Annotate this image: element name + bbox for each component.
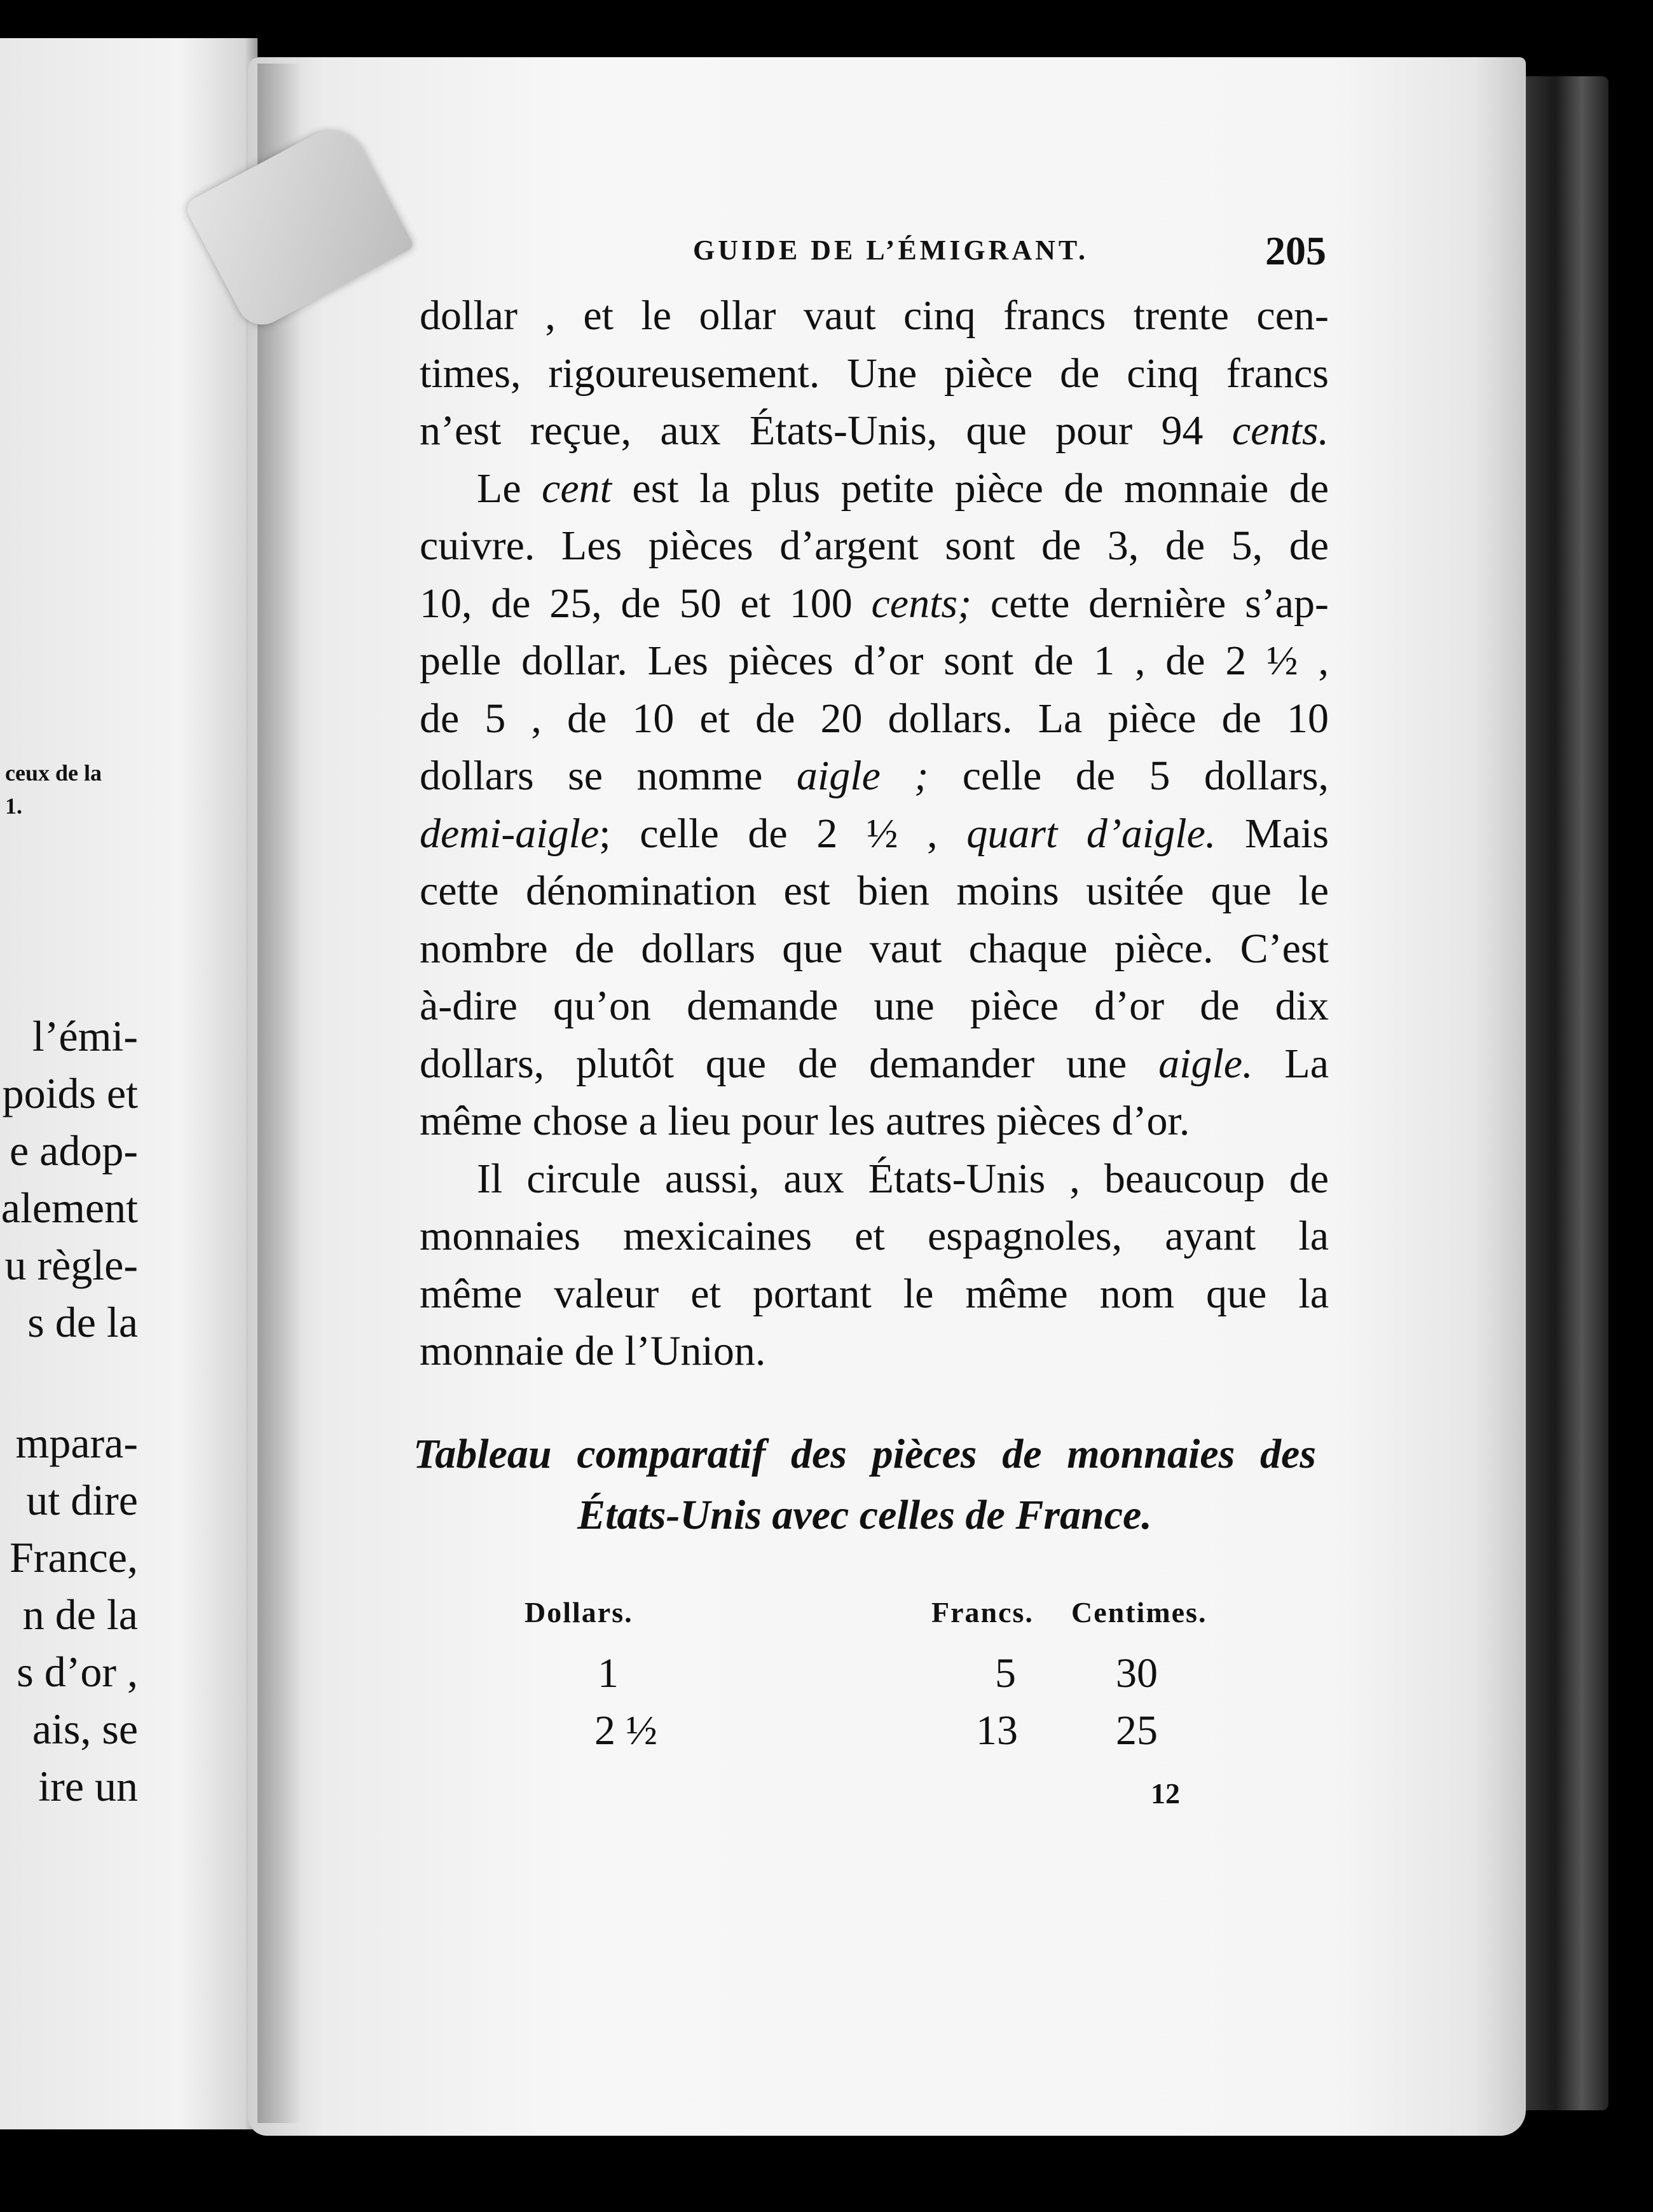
table-title-line: Tableau comparatif des pièces de monnaies des [413, 1431, 1316, 1477]
page-number: 205 [1265, 228, 1326, 273]
left-line: ais, se [32, 1705, 138, 1753]
text-run: ; celle de 2 ½ , [599, 810, 967, 857]
text-line [420, 402, 1329, 460]
text-run: 10, de 25, de 50 et 100 [420, 580, 872, 627]
table-cell-centimes: 25 [1116, 1707, 1158, 1754]
italic-term: aigle ; [796, 753, 929, 799]
text-run: monnaie de l’Union. [420, 1328, 766, 1374]
table-cell-dollars: 2 ½ [594, 1707, 657, 1754]
spine-shadow [257, 64, 302, 2123]
text-run: Le [477, 465, 542, 512]
text-line [420, 517, 1329, 575]
italic-term: cent [542, 465, 612, 512]
text-run: Mais [1216, 810, 1329, 857]
table-cell-dollars: 1 [598, 1650, 619, 1697]
signature-mark: 12 [1151, 1777, 1180, 1810]
text-line [420, 863, 1329, 920]
text-line [420, 690, 1329, 748]
left-line: ire un [38, 1762, 138, 1810]
left-page-footnote: ceux de la 1. [5, 760, 102, 819]
italic-term: quart d’aigle. [966, 810, 1216, 857]
book-edge [1519, 76, 1608, 2110]
text-line [420, 1150, 1329, 1208]
text-run: nombre de dollars que vaut chaque pièce. C’est [420, 925, 1329, 972]
text-run: Il circule aussi, aux États-Unis , beaucoup de [477, 1155, 1329, 1202]
text-line [420, 632, 1329, 690]
table-cell-francs: 5 [995, 1650, 1016, 1697]
text-line [420, 287, 1329, 345]
text-line [420, 1323, 1329, 1381]
text-run: cette dénomination est bien moins usitée que le [420, 868, 1329, 914]
text-run: même valeur et portant le même nom que la [420, 1270, 1329, 1317]
italic-term: cents; [871, 580, 972, 627]
column-header-dollars: Dollars. [525, 1596, 633, 1628]
left-line: mpara- [15, 1419, 138, 1467]
table-title [413, 1424, 1316, 1546]
paragraph-gap [1, 1351, 138, 1414]
text-run: pelle dollar. Les pièces d’or sont de 1 , de 2 ½ , [420, 638, 1329, 684]
text-run: dollars se nomme [420, 753, 797, 799]
italic-term: cents. [1231, 407, 1329, 454]
left-line: poids et [2, 1069, 138, 1117]
column-header-francs: Francs. [931, 1596, 1034, 1628]
text-line [420, 345, 1329, 403]
text-line [420, 1035, 1329, 1093]
text-line [420, 1208, 1329, 1266]
text-line [420, 575, 1329, 633]
left-line: s de la [27, 1298, 138, 1346]
left-line: e adop- [9, 1126, 138, 1175]
text-run: même chose a lieu pour les autres pièces d’or. [420, 1098, 1190, 1144]
text-run: de 5 , de 10 et de 20 dollars. La pièce de 10 [420, 695, 1329, 742]
text-line [420, 805, 1329, 863]
italic-term: demi-aigle [420, 810, 600, 857]
table-title-line: États-Unis avec celles de France. [577, 1492, 1152, 1538]
text-run: dollar , et le ollar vaut cinq francs trente cen- [420, 292, 1329, 339]
left-line: alement [1, 1184, 138, 1232]
running-head: GUIDE DE L’ÉMIGRANT. [693, 235, 1088, 266]
table-cell-francs: 13 [976, 1707, 1018, 1754]
text-run: à-dire qu’on demande une pièce d’or de dix [420, 983, 1329, 1029]
left-page-text [1, 1007, 138, 1815]
left-line: France, [9, 1533, 138, 1581]
italic-term: aigle. [1158, 1040, 1253, 1087]
text-line [420, 920, 1329, 978]
table-cell-centimes: 30 [1116, 1650, 1158, 1697]
text-line [420, 978, 1329, 1035]
text-run: n’est reçue, aux États-Unis, que pour 94 [420, 407, 1232, 454]
body-text [420, 287, 1329, 1381]
text-run: dollars, plutôt que de demander une [420, 1040, 1159, 1087]
text-line [420, 460, 1329, 518]
text-run: La [1252, 1040, 1329, 1087]
text-run: times, rigoureusement. Une pièce de cinq francs [420, 350, 1329, 397]
left-line: n de la [22, 1590, 138, 1639]
previous-page [0, 38, 257, 2129]
left-line: ut dire [26, 1476, 138, 1524]
text-line [420, 748, 1329, 805]
text-run: cuivre. Les pièces d’argent sont de 3, de 5, de [420, 522, 1329, 569]
column-header-centimes: Centimes. [1071, 1596, 1207, 1628]
text-line [420, 1266, 1329, 1323]
text-line [420, 1093, 1329, 1150]
text-run: monnaies mexicaines et espagnoles, ayant la [420, 1213, 1329, 1259]
left-line: l’émi- [32, 1012, 138, 1060]
text-run: cette dernière s’ap- [971, 580, 1329, 627]
left-line: u règle- [4, 1241, 138, 1289]
left-line: s d’or , [17, 1648, 138, 1696]
text-run: celle de 5 dollars, [928, 753, 1329, 799]
text-run: est la plus petite pièce de monnaie de [611, 465, 1329, 512]
